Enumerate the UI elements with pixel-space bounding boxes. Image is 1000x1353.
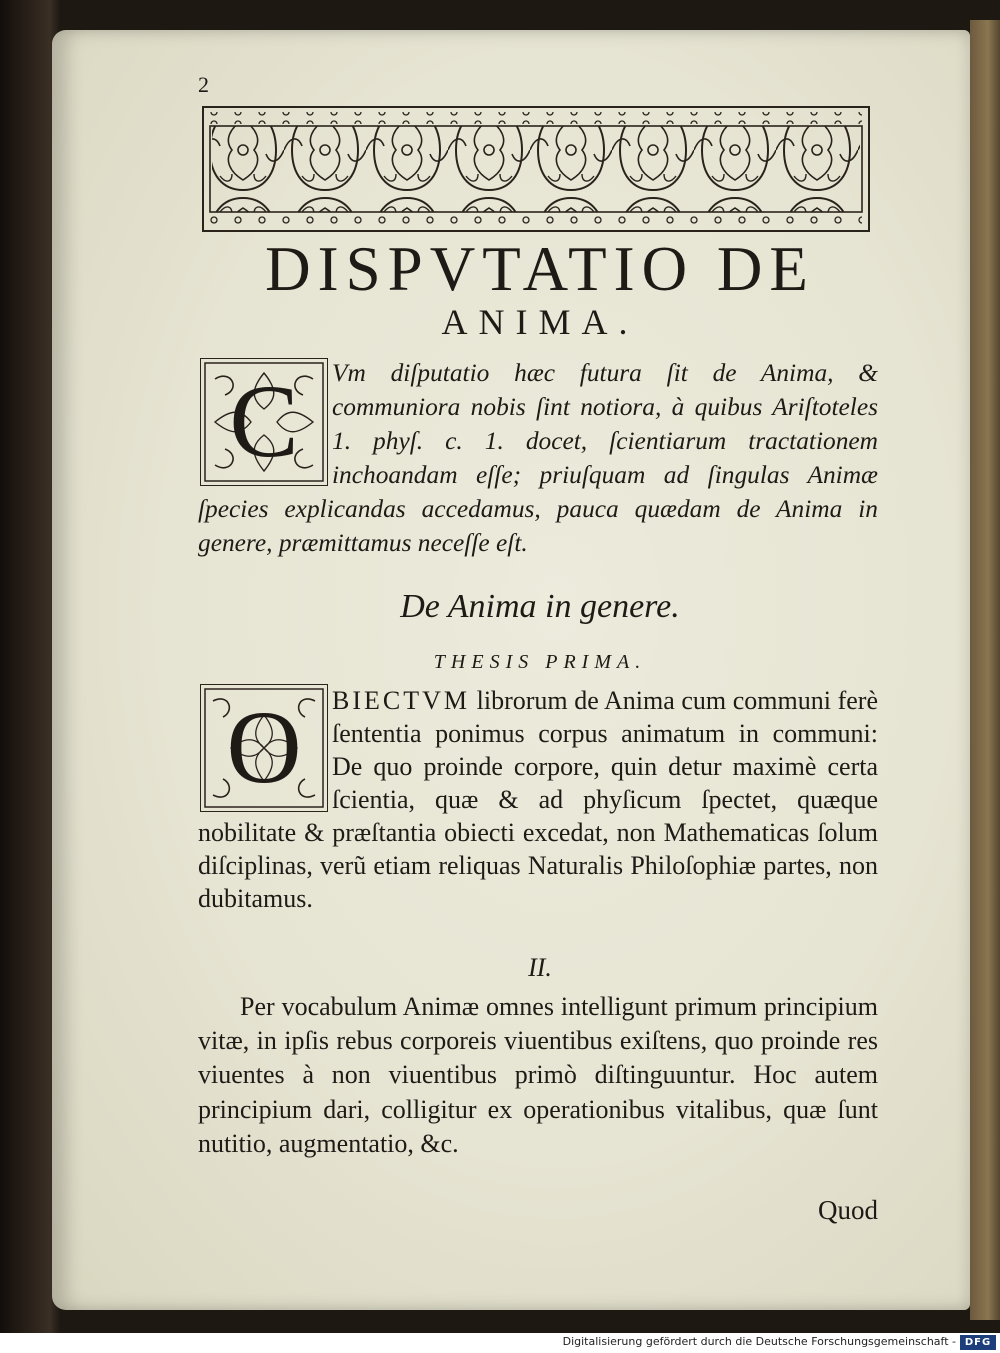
headpiece-ornament — [202, 106, 870, 232]
footer-bar — [0, 1333, 1000, 1353]
book-page — [52, 30, 970, 1310]
thesis-text: librorum de Anima cum communi ferè ſententia ponimus corpus animatum in communi: De quo proinde corpore, quin detur maximè certa ſcientia, quæ & ad phyſicum ſpectet, quæque nobilitate & præſtantia obiecti excedat, non Mathematicas ſolum diſciplinas, verũ etiam reliquas Naturalis Philoſophiæ partes, non dubitamus. — [198, 686, 878, 913]
page-number: 2 — [198, 72, 209, 97]
thesis-2-paragraph: Per vocabulum Animæ omnes intelligunt primum principium vitæ, in ipſis rebus corporeis viuentibus exiſtens, quo proinde res viuentes à non viuentibus primò diſtinguuntur. Hoc autem principium dari, colligitur ex operationibus vitalibus, quæ ſunt nutitio, augmentatio, &c. — [198, 992, 878, 1158]
catchword: Quod — [818, 1195, 878, 1225]
thesis-number: II. — [528, 953, 552, 982]
book-edge — [970, 20, 1000, 1320]
decorated-initial-c — [200, 358, 328, 486]
initial-letter: O — [226, 690, 302, 805]
decorated-initial-o — [200, 684, 328, 812]
initial-letter: C — [229, 364, 299, 479]
title: DISPVTATIO DE — [265, 234, 815, 304]
thesis-heading: THESIS PRIMA. — [433, 651, 647, 673]
intro-text: Vm diſputatio hæc futura ſit de Anima, & communiora nobis ſint notiora, à quibus Ariſtoteles 1. phyſ. c. 1. docet, ſcientiarum tractationem inchoandam eſſe; priuſquam ad ſingulas Animæ ſpecies explicandas accedamus, pauca quædam de Anima in genere, præmittamus neceſſe eſt. — [198, 359, 878, 557]
footer-credit: Digitalisierung gefördert durch die Deutsche Forschungsgemeinschaft - — [562, 1335, 956, 1348]
thesis-lead-word: BIECTVM — [332, 686, 470, 715]
subtitle: ANIMA. — [441, 302, 639, 342]
dfg-logo-icon: DFG — [960, 1335, 996, 1350]
section-heading: De Anima in genere. — [400, 588, 680, 625]
